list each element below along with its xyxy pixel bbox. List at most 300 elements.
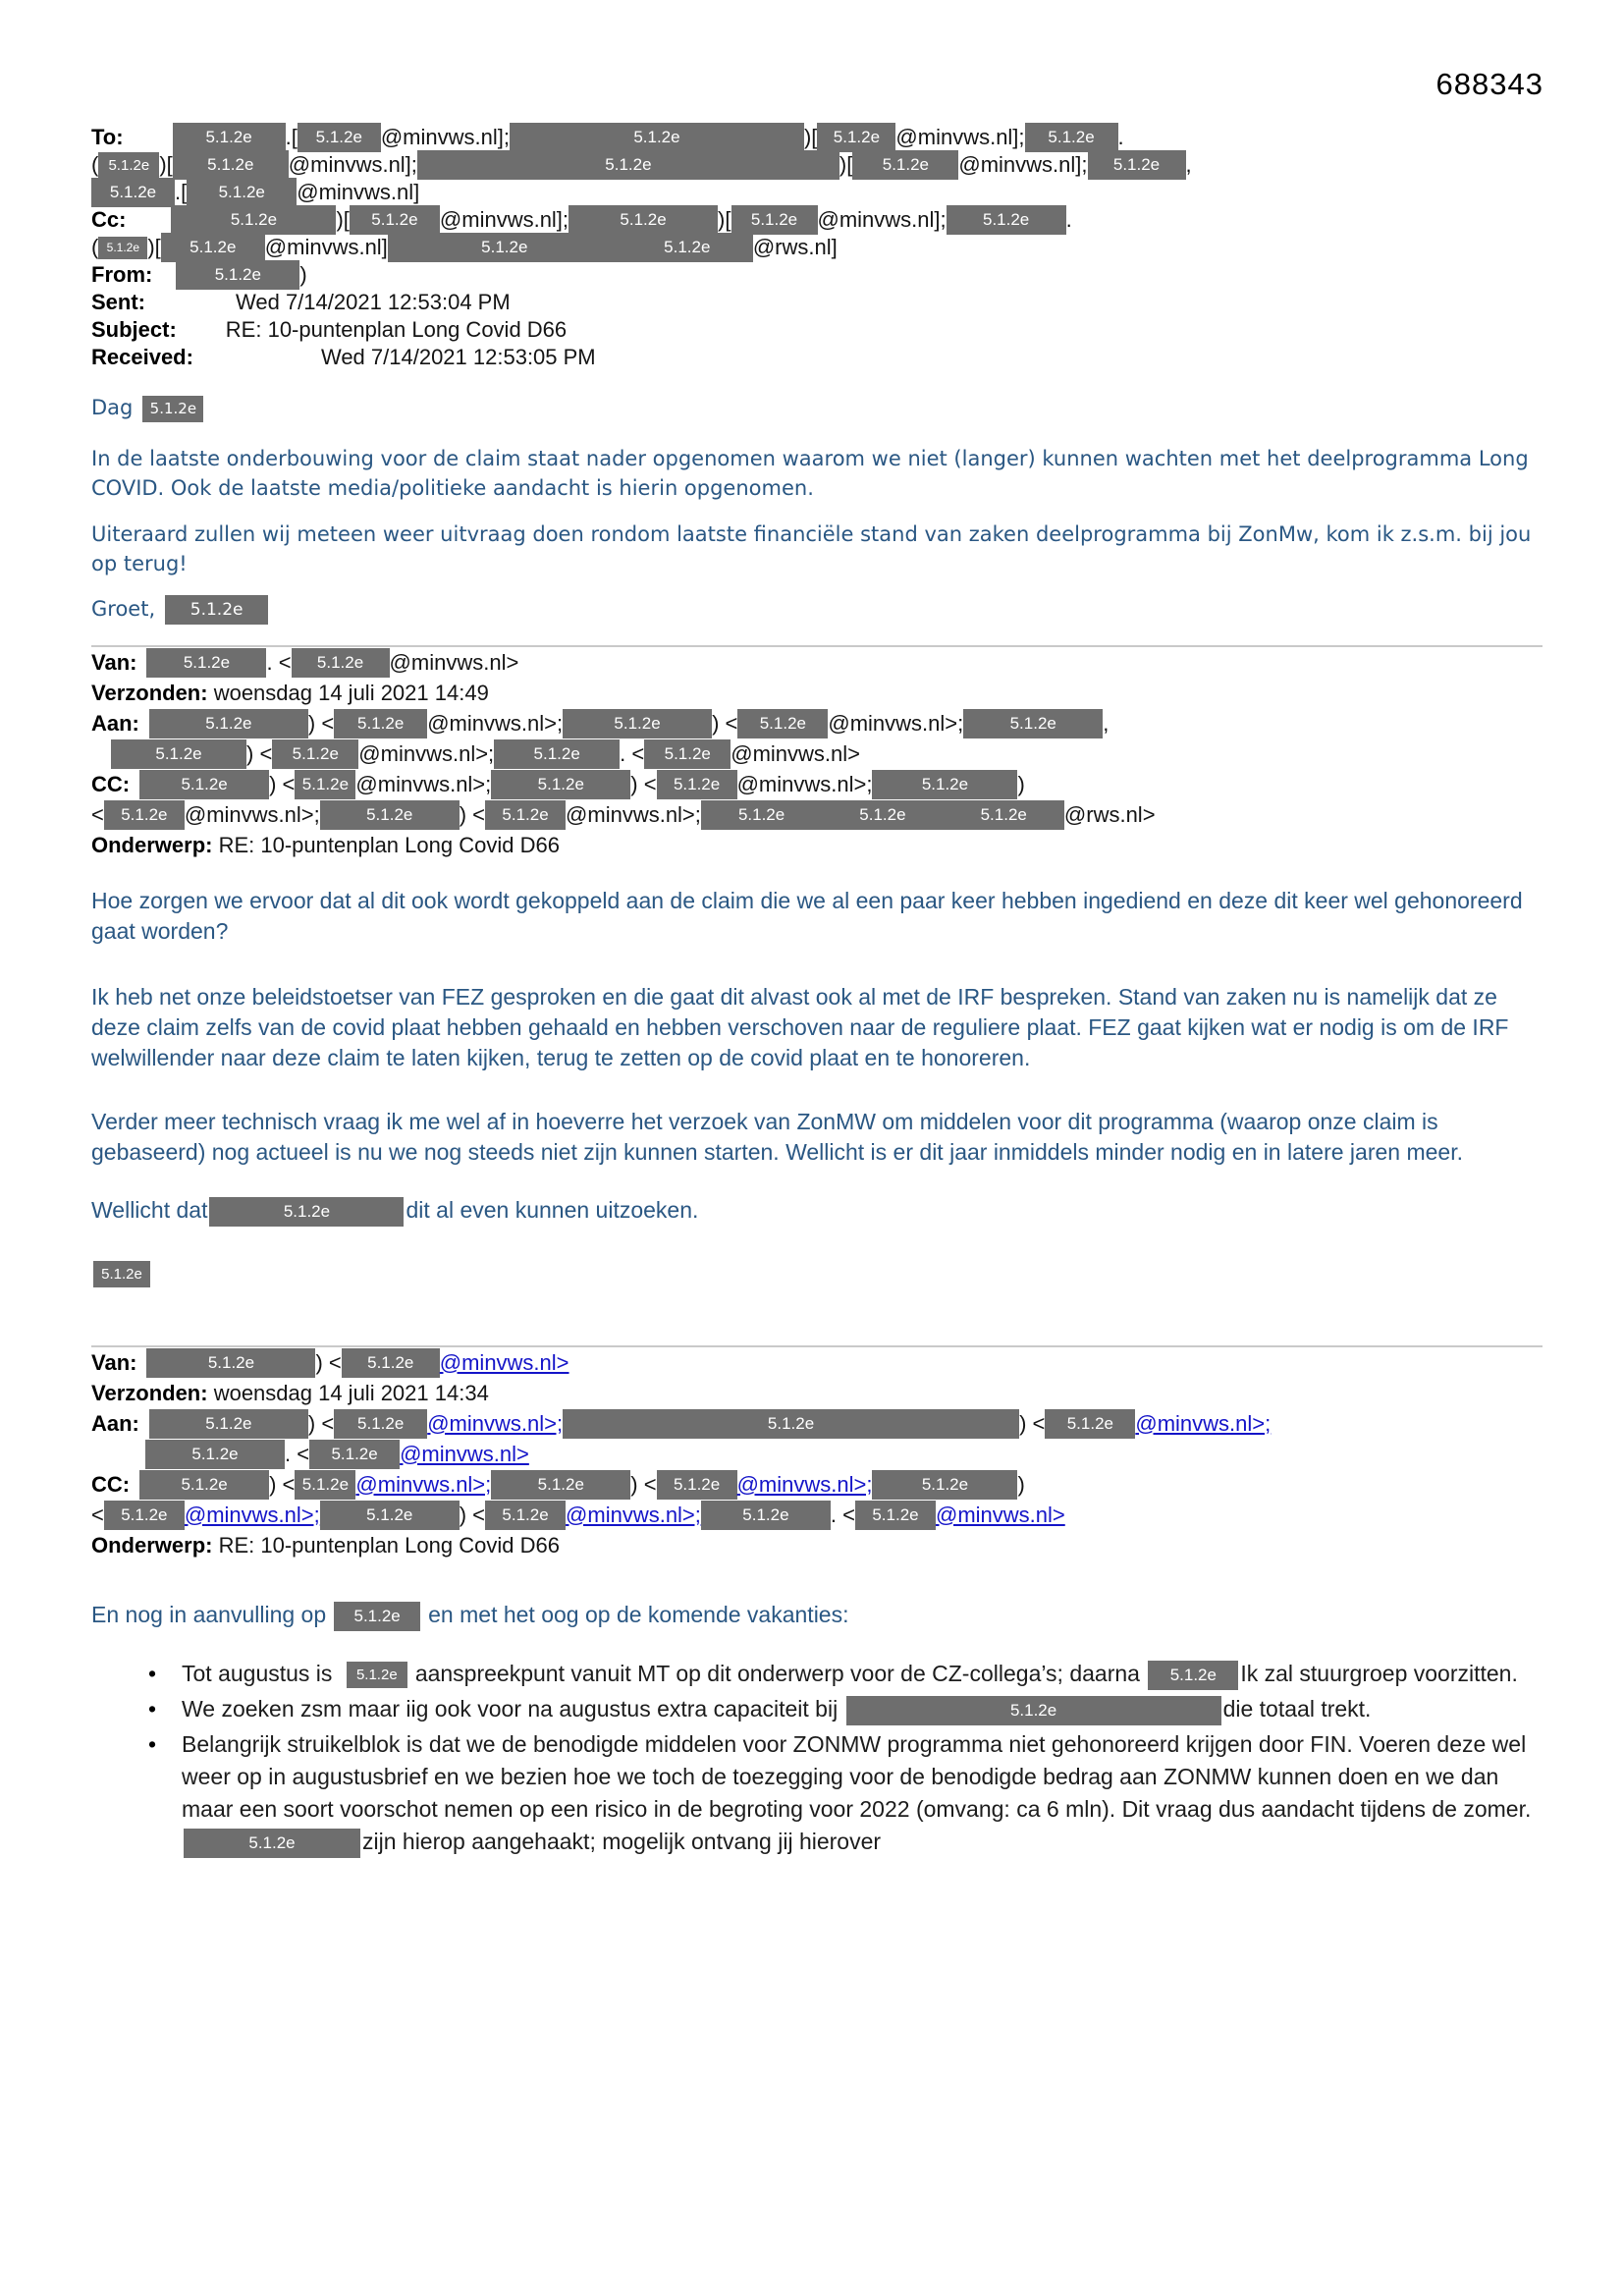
bullet-marker: • [148, 1696, 157, 1722]
header-text: ( [91, 152, 99, 177]
header-text: . < [830, 1502, 855, 1527]
header-text: Ik zal stuurgroep voorzitten. [1240, 1661, 1518, 1686]
redaction-label: 5.1.2e [767, 1413, 815, 1433]
spacer [193, 357, 321, 358]
header-text: ) < [315, 1349, 342, 1375]
signature-redaction-line [91, 1258, 1543, 1288]
vertical-spacer [91, 422, 1543, 444]
header-text: )[ [803, 125, 818, 149]
header-line [91, 124, 1543, 151]
redaction-label: 5.1.2e [742, 1504, 789, 1524]
paragraph: Verder meer technisch vraag ik me wel af in hoeverre het verzoek van ZonMW om middelen voor dit programma (waarop onze claim is gebaseerd) nog actueel is nu we nog steeds niet zijn kunnen starten. Wellicht is er dit jaar inmiddels minder nodig en in latere jaren meer. [91, 1109, 1463, 1165]
vertical-spacer [91, 624, 1543, 645]
redaction-box [855, 1501, 936, 1530]
header-line [91, 647, 1543, 678]
vertical-spacer [91, 503, 1543, 519]
vertical-spacer [91, 1288, 1543, 1345]
field-label: Verzonden: [91, 1380, 208, 1405]
header-text: @minvws.nl>; [358, 740, 495, 766]
header-text: )[ [159, 152, 173, 177]
header-line [91, 1530, 1543, 1560]
email-link[interactable]: @minvws.nl>; [427, 1410, 564, 1436]
bullet-text [182, 1693, 1543, 1725]
vertical-spacer [91, 578, 1543, 594]
redaction-box [146, 1348, 315, 1378]
redaction-label: 5.1.2e [537, 774, 584, 793]
vertical-spacer [91, 947, 1543, 982]
header-text: ) [1017, 1471, 1025, 1497]
email-link[interactable]: @minvws.nl>; [355, 1471, 492, 1497]
spacer [152, 275, 176, 276]
redaction-box [334, 1602, 420, 1631]
redaction-label: 5.1.2e [189, 238, 237, 256]
redaction-box [485, 1501, 566, 1530]
header-text: < [91, 801, 104, 827]
redaction-label: 5.1.2e [218, 183, 265, 201]
redaction-label: 5.1.2e [533, 743, 580, 763]
spacer [155, 615, 163, 616]
redaction-label: 5.1.2e [357, 713, 405, 733]
redaction-label: 5.1.2e [205, 128, 252, 146]
redaction-label: 5.1.2e [921, 1474, 969, 1494]
email-link[interactable]: @minvws.nl>; [184, 1502, 320, 1527]
field-label: Van: [91, 1349, 137, 1375]
redaction-box [292, 648, 390, 678]
header-text: dit al even kunnen uitzoeken. [406, 1197, 699, 1223]
bullet-item [91, 1658, 1543, 1690]
header-text: , [1185, 152, 1192, 177]
redaction-label: 5.1.2e [106, 241, 140, 254]
redaction-box [111, 739, 246, 769]
action-items [91, 1658, 1543, 1858]
header-text: @minvws.nl]; [288, 152, 417, 177]
redaction-label: 5.1.2e [614, 713, 661, 733]
redaction-label: 5.1.2e [1009, 713, 1056, 733]
redaction-box [173, 123, 286, 152]
redaction-box [510, 123, 804, 152]
header-text: @minvws.nl> [389, 649, 519, 675]
header-text: @minvws.nl>; [184, 801, 320, 827]
redaction-box [272, 739, 358, 769]
header-text: @rws.nl] [752, 235, 838, 259]
header-text: ) < [246, 740, 273, 766]
spacer [177, 330, 226, 331]
redaction-label: 5.1.2e [367, 1352, 414, 1372]
header-text: ) < [307, 710, 335, 736]
redaction-box [161, 233, 265, 262]
header-line [91, 1378, 1543, 1408]
email-link[interactable]: @minvws.nl> [400, 1441, 529, 1466]
redaction-label: 5.1.2e [189, 600, 244, 620]
redaction-box [852, 150, 958, 180]
redaction-box [146, 648, 266, 678]
redaction-box [184, 1829, 360, 1858]
header-text: )[ [718, 207, 731, 232]
field-label: Subject: [91, 317, 177, 342]
redaction-label: 5.1.2e [316, 652, 364, 672]
spacer [139, 723, 149, 724]
redaction-label: 5.1.2e [292, 743, 339, 763]
redaction-label: 5.1.2e [214, 265, 261, 284]
redaction-label: 5.1.2e [181, 1474, 228, 1494]
redaction-label: 5.1.2e [315, 128, 362, 146]
redaction-box [145, 1440, 285, 1469]
header-text: @minvws.nl] [264, 235, 388, 259]
redaction-label: 5.1.2e [149, 400, 197, 417]
redaction-label: 5.1.2e [207, 1352, 255, 1372]
header-line [91, 344, 1543, 371]
header-text: @minvws.nl] [297, 180, 420, 204]
redaction-box [485, 800, 566, 830]
spacer [139, 1423, 149, 1424]
field-label: Verzonden: [91, 680, 208, 705]
spacer [130, 784, 139, 785]
redaction-box [846, 1696, 1221, 1725]
redaction-label: 5.1.2e [750, 210, 798, 229]
redaction-box [872, 770, 1017, 799]
header-line [91, 1439, 1543, 1469]
redaction-box [149, 1409, 308, 1439]
redaction-box [176, 260, 299, 290]
redaction-label: 5.1.2e [502, 1504, 549, 1524]
spacer [136, 1362, 146, 1363]
paragraph: Ik heb net onze beleidstoetser van FEZ gesproken en die gaat dit alvast ook al met de IRF bespreken. Stand van zaken nu is namelijk dat ze deze claim zelfs van de covid plaat hebben gehaald en hebben verschoven naar de reguliere plaat. FEZ gaat kijken wat er nodig is om de IRF welwillender naar deze claim te laten kijken, terug te zetten op de covid plaat en te honoreren. [91, 984, 1509, 1070]
header-text: ) [1017, 771, 1025, 796]
header-text: ) < [630, 771, 657, 796]
redaction-label: 5.1.2e [537, 1474, 584, 1494]
redaction-box [320, 1501, 460, 1530]
redaction-label: 5.1.2e [121, 804, 168, 824]
redaction-label: 5.1.2e [353, 1607, 401, 1626]
redaction-label: 5.1.2e [1066, 1413, 1113, 1433]
redaction-box [98, 237, 147, 259]
field-label: Aan: [91, 710, 139, 736]
header-text: @minvws.nl>; [427, 710, 564, 736]
field-label: Aan: [91, 1410, 139, 1436]
field-label: Received: [91, 345, 193, 369]
header-text: Wed 7/14/2021 12:53:05 PM [320, 345, 596, 369]
bullet-text [182, 1658, 1543, 1690]
redaction-label: 5.1.2e [1112, 155, 1161, 174]
spacer [124, 137, 173, 138]
email-link[interactable]: @minvws.nl>; [1135, 1410, 1272, 1436]
header-line [91, 799, 1543, 830]
redaction-label: 5.1.2e [230, 210, 278, 229]
header-text: RE: 10-puntenplan Long Covid D66 [225, 317, 568, 342]
redaction-label: 5.1.2e [121, 1504, 168, 1524]
redaction-label: 5.1.2e [605, 155, 652, 174]
redaction-box [298, 123, 381, 152]
header-line [91, 179, 1543, 206]
redaction-label: 5.1.2e [833, 128, 881, 146]
redaction-box [494, 739, 620, 769]
redaction-box [1025, 123, 1118, 152]
header-text: ) < [269, 1471, 296, 1497]
redaction-label: 5.1.2e [859, 804, 906, 824]
header-text: @minvws.nl>; [355, 771, 492, 796]
header-text: ) < [307, 1410, 335, 1436]
redaction-label: 5.1.2e [357, 1413, 405, 1433]
redaction-box [139, 770, 269, 799]
header-text: Wed 7/14/2021 12:53:04 PM [236, 290, 511, 314]
header-text: @minvws.nl]; [958, 152, 1088, 177]
header-text: @minvws.nl> [731, 740, 861, 766]
redaction-label: 5.1.2e [481, 238, 528, 256]
header-line [91, 830, 1543, 860]
header-line [91, 234, 1543, 261]
redaction-label: 5.1.2e [108, 156, 150, 174]
redaction-label: 5.1.2e [1048, 128, 1095, 146]
field-label: Onderwerp: [91, 1532, 213, 1558]
header-text: @minvws.nl>; [828, 710, 964, 736]
redaction-label: 5.1.2e [1169, 1666, 1217, 1685]
paragraph-with-redaction [91, 1195, 1543, 1226]
header-text: .[ [285, 125, 298, 149]
redaction-box [334, 1409, 427, 1439]
redaction-box [342, 1348, 440, 1378]
redaction-box [91, 178, 175, 207]
redaction-box [872, 1470, 1017, 1500]
redaction-box [817, 123, 895, 152]
header-text: . < [620, 740, 645, 766]
redaction-label: 5.1.2e [366, 804, 413, 824]
spacer [91, 1453, 145, 1454]
greeting-line [91, 393, 1543, 422]
redaction-label: 5.1.2e [301, 774, 350, 793]
redaction-label: 5.1.2e [101, 1266, 142, 1284]
redaction-label: 5.1.2e [155, 743, 202, 763]
redaction-label: 5.1.2e [205, 1413, 252, 1433]
redaction-label: 5.1.2e [205, 713, 252, 733]
redaction-label: 5.1.2e [673, 774, 721, 793]
bullet-item [91, 1693, 1543, 1725]
redaction-label: 5.1.2e [633, 128, 680, 146]
redaction-box [320, 800, 460, 830]
redaction-box [295, 770, 355, 799]
spacer [145, 302, 236, 303]
header-text: @rws.nl> [1063, 801, 1156, 827]
redaction-box [139, 1470, 269, 1500]
header-text: RE: 10-puntenplan Long Covid D66 [212, 1532, 560, 1558]
header-text: Dag [91, 396, 134, 419]
header-text: Tot augustus is [182, 1661, 333, 1686]
redaction-box [491, 1470, 630, 1500]
header-line [91, 1347, 1543, 1378]
header-line [91, 769, 1543, 799]
header-text: . [1065, 207, 1072, 232]
bullet-marker: • [148, 1661, 157, 1686]
vertical-spacer [91, 1560, 1543, 1600]
header-text: . < [285, 1441, 310, 1466]
header-text: die totaal trekt. [1222, 1696, 1372, 1722]
redaction-label: 5.1.2e [737, 804, 785, 824]
vertical-spacer [91, 371, 1543, 393]
redaction-label: 5.1.2e [872, 1504, 919, 1524]
redaction-label: 5.1.2e [283, 1202, 331, 1222]
header-text: ) < [712, 710, 738, 736]
signoff-line [91, 594, 1543, 624]
header-text: ) [299, 262, 307, 287]
redaction-box [334, 709, 427, 738]
header-line [91, 289, 1543, 316]
header-text: . [1117, 125, 1124, 149]
header-text: @minvws.nl]; [895, 125, 1025, 149]
redaction-box [701, 800, 1064, 830]
redaction-box [209, 1197, 404, 1227]
redaction-label: 5.1.2e [355, 1667, 398, 1684]
paragraph: Hoe zorgen we ervoor dat al dit ook wordt gekoppeld aan de claim die we al een paar keer hebben ingediend en deze dit keer wel gehonoreerd gaat worden? [91, 888, 1523, 944]
message-header [91, 124, 1543, 371]
redaction-box [657, 770, 737, 799]
field-label: To: [91, 125, 124, 149]
vertical-spacer [91, 1073, 1543, 1107]
header-line [91, 1408, 1543, 1439]
redaction-box [187, 178, 297, 207]
header-line [91, 738, 1543, 769]
quoted-message-header-2 [91, 1347, 1543, 1560]
header-text: woensdag 14 juli 2021 14:49 [207, 680, 489, 705]
header-line [91, 1500, 1543, 1530]
spacer [133, 413, 140, 414]
document-number: 688343 [1435, 67, 1543, 101]
redaction-label: 5.1.2e [1009, 1701, 1057, 1721]
header-text: . < [266, 649, 292, 675]
redaction-label: 5.1.2e [921, 774, 969, 793]
redaction-box [93, 1261, 150, 1287]
redaction-label: 5.1.2e [207, 155, 254, 174]
header-text: ) < [459, 1502, 486, 1527]
field-label: Onderwerp: [91, 832, 213, 857]
header-text: .[ [175, 180, 188, 204]
redaction-box [417, 150, 839, 180]
redaction-box [98, 152, 159, 179]
redaction-label: 5.1.2e [109, 183, 157, 201]
header-text: Wellicht dat [91, 1197, 208, 1223]
spacer [130, 1484, 139, 1485]
redaction-label: 5.1.2e [673, 1474, 721, 1494]
header-text: En nog in aanvulling op [91, 1602, 327, 1627]
bullet-item [91, 1728, 1543, 1858]
redaction-label: 5.1.2e [301, 1474, 350, 1494]
redaction-box [947, 205, 1066, 235]
redaction-box [1088, 150, 1186, 180]
redaction-box [295, 1470, 355, 1500]
header-text: ( [91, 235, 99, 259]
header-text: We zoeken zsm maar iig ook voor na augustus extra capaciteit bij [182, 1696, 839, 1722]
redaction-label: 5.1.2e [664, 238, 711, 256]
redaction-label: 5.1.2e [620, 210, 667, 229]
redaction-box [171, 205, 336, 235]
header-line [91, 151, 1543, 179]
redaction-box [309, 1440, 400, 1469]
header-line [91, 206, 1543, 234]
email-link[interactable]: @minvws.nl>; [566, 1502, 701, 1527]
redaction-label: 5.1.2e [331, 1444, 378, 1463]
redaction-box [963, 709, 1103, 738]
field-label: Van: [91, 649, 137, 675]
redaction-label: 5.1.2e [983, 210, 1030, 229]
header-text: @minvws.nl]; [439, 207, 569, 232]
header-text: < [91, 1502, 104, 1527]
spacer [339, 1680, 345, 1681]
header-text: ) < [1019, 1410, 1046, 1436]
redaction-box [731, 205, 818, 235]
redaction-box [491, 770, 630, 799]
redaction-box [388, 233, 622, 262]
header-text: woensdag 14 juli 2021 14:34 [207, 1380, 489, 1405]
redaction-label: 5.1.2e [759, 713, 806, 733]
email-link[interactable]: @minvws.nl>; [736, 1471, 873, 1497]
redaction-label: 5.1.2e [882, 155, 929, 174]
field-label: Sent: [91, 290, 145, 314]
header-text: en met het oog op de komende vakanties: [428, 1602, 849, 1627]
paragraph: In de laatste onderbouwing voor de claim staat nader opgenomen waarom we niet (langer) kunnen wachten met het deelprogramma Long COVID. Ook de laatste media/politieke aandacht is hierin opgenomen. [91, 447, 1529, 500]
redaction-label: 5.1.2e [183, 652, 231, 672]
email-link[interactable]: @minvws.nl> [439, 1349, 569, 1375]
header-text: )[ [336, 207, 350, 232]
header-text: @minvws.nl>; [566, 801, 701, 827]
spacer [126, 220, 171, 221]
redaction-label: 5.1.2e [181, 774, 228, 793]
vertical-spacer [91, 1226, 1543, 1258]
redaction-label: 5.1.2e [366, 1504, 413, 1524]
header-text: ) < [630, 1471, 657, 1497]
redaction-box [1045, 1409, 1135, 1439]
redaction-label: 5.1.2e [502, 804, 549, 824]
email-link[interactable]: @minvws.nl> [935, 1502, 1065, 1527]
redaction-box [737, 709, 828, 738]
header-text: )[ [147, 235, 161, 259]
spacer [326, 1621, 332, 1622]
header-text: Belangrijk struikelblok is dat we de benodigde middelen voor ZONMW programma niet gehonoreerd krijgen door FIN. Voeren deze wel weer op in augustusbrief en we bezien hoe we toch de toezegging voor de benodigde bedrag aan ZONMW kunnen doen en we dan maar een soort voorschot nemen op een risico in de begroting voor 2022 (omvang: ca 6 mln). Dit vraag dus aandacht tijdens de zomer. [182, 1731, 1532, 1822]
redaction-box [347, 1662, 407, 1688]
header-text: @minvws.nl]; [817, 207, 947, 232]
header-text: Groet, [91, 597, 156, 621]
field-label: From: [91, 262, 153, 287]
email-content [91, 124, 1543, 1861]
redaction-label: 5.1.2e [664, 743, 711, 763]
redaction-box [563, 1409, 1019, 1439]
vertical-spacer [91, 1630, 1543, 1658]
vertical-spacer [91, 860, 1543, 886]
redaction-box [1148, 1661, 1238, 1690]
redaction-box [142, 396, 203, 422]
paragraph: Uiteraard zullen wij meteen weer uitvraag doen rondom laatste financiële stand van zaken deelprogramma bij ZonMw, kom ik z.s.m. bij jou op terug! [91, 522, 1532, 575]
redaction-box [622, 233, 753, 262]
header-text: ) < [269, 771, 296, 796]
redaction-box [563, 709, 712, 738]
field-label: Cc: [91, 207, 127, 232]
redaction-box [701, 1501, 831, 1530]
redaction-box [350, 205, 440, 235]
field-label: CC: [91, 771, 131, 796]
redaction-label: 5.1.2e [248, 1833, 296, 1853]
redaction-label: 5.1.2e [371, 210, 418, 229]
redaction-label: 5.1.2e [191, 1444, 239, 1463]
header-text: @minvws.nl>; [736, 771, 873, 796]
redaction-box [104, 800, 185, 830]
redaction-box [173, 150, 289, 180]
header-line [91, 708, 1543, 738]
spacer [91, 753, 111, 754]
redaction-box [104, 1501, 185, 1530]
redaction-box [165, 595, 268, 625]
field-label: CC: [91, 1471, 131, 1497]
header-line [91, 261, 1543, 289]
header-text: , [1103, 710, 1110, 736]
quoted-message-header-1 [91, 647, 1543, 860]
bullet-marker: • [148, 1731, 157, 1757]
